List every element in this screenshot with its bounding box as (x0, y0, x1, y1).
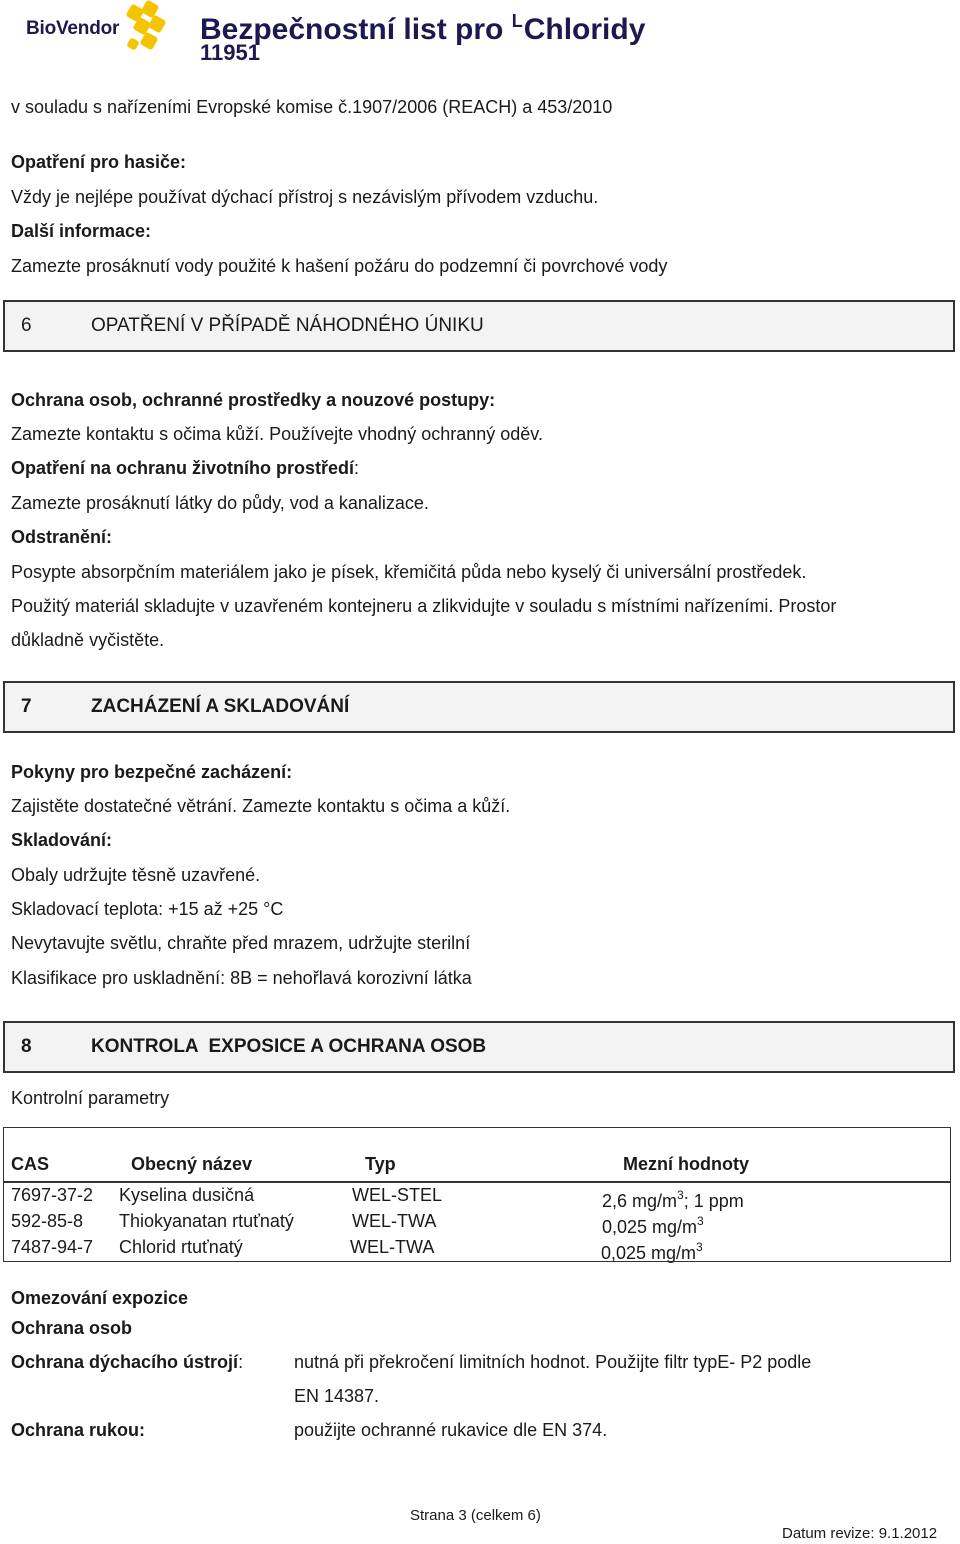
more-info-text: Zamezte prosáknutí vody použité k hašení požáru do podzemní či povrchové vody (11, 256, 668, 276)
respiratory-protection-label (11, 1351, 243, 1373)
environment-heading (11, 457, 359, 479)
environment-heading-colon: : (354, 458, 360, 478)
biovendor-logo (22, 0, 172, 58)
limit-value: 0,025 mg/m (602, 1217, 698, 1237)
product-number: 11951 (200, 40, 260, 65)
table-cell-cas: 7697-37-2 (11, 1185, 94, 1205)
table-cell-name: Chlorid rtuťnatý (119, 1237, 243, 1257)
storage-text-line-1: Obaly udržujte těsně uzavřené. (11, 865, 261, 885)
limit-exponent: 3 (677, 1188, 684, 1202)
limit-value: 0,025 mg/m (601, 1243, 697, 1263)
table-cell-limit (602, 1210, 704, 1238)
removal-text-line-3: důkladně vyčistěte. (11, 630, 165, 650)
table-cell-name: Kyselina dusičná (119, 1185, 255, 1205)
section-8-header (3, 1021, 955, 1073)
control-parameters-label: Kontrolní parametry (11, 1088, 170, 1108)
environment-text: Zamezte prosáknutí látky do půdy, vod a kanalizace. (11, 493, 429, 513)
table-cell-limit (601, 1236, 703, 1264)
hand-protection-text: použijte ochranné rukavice dle EN 374. (294, 1420, 608, 1440)
revision-date: Datum revize: 9.1.2012 (782, 1525, 938, 1542)
removal-heading: Odstranění: (11, 527, 113, 547)
title-text: Bezpečnostní list pro (200, 13, 504, 46)
logo-text: BioVendor (26, 18, 120, 39)
page-number: Strana 3 (celkem 6) (410, 1507, 541, 1524)
document-title (200, 4, 645, 47)
personal-protection-heading: Ochrana osob, ochranné prostředky a nouzové postupy: (11, 390, 496, 410)
storage-classification: Klasifikace pro uskladnění: 8B = nehořlavá korozivní látka (11, 968, 472, 988)
table-cell-cas: 592-85-8 (11, 1211, 84, 1231)
removal-text-line-2: Použitý materiál skladujte v uzavřeném kontejneru a zlikvidujte v souladu s místními nařízeními. Prostor (11, 596, 837, 616)
title-product: Chloridy (523, 13, 646, 46)
table-header-cas: CAS (11, 1154, 50, 1174)
hand-protection-label: Ochrana rukou: (11, 1420, 146, 1440)
table-header-limits: Mezní hodnoty (623, 1154, 749, 1174)
limit-value: 2,6 mg/m (602, 1191, 678, 1211)
regulation-text: v souladu s nařízeními Evropské komise č.1907/2006 (REACH) a 453/2010 (11, 97, 613, 117)
table-cell-type: WEL-TWA (352, 1211, 437, 1231)
storage-temperature: Skladovací teplota: +15 až +25 °C (11, 899, 284, 919)
respiratory-protection-text-line-1: nutná při překročení limitních hodnot. Použijte filtr typE- P2 podle (294, 1352, 812, 1372)
table-header-type: Typ (365, 1154, 396, 1174)
respiratory-protection-text-line-2: EN 14387. (294, 1386, 380, 1406)
table-cell-limit (602, 1184, 744, 1212)
table-cell-cas: 7487-94-7 (11, 1237, 94, 1257)
firefighters-heading: Opatření pro hasiče: (11, 152, 187, 172)
environment-heading-label: Opatření na ochranu životního prostředí (11, 458, 355, 478)
table-header-name: Obecný název (131, 1154, 253, 1174)
limit-exponent: 3 (697, 1214, 704, 1228)
logo-hexagon-icon (126, 37, 140, 51)
table-cell-name: Thiokyanatan rtuťnatý (119, 1211, 294, 1231)
limit-exponent: 3 (696, 1240, 703, 1254)
section-number: 6 (21, 315, 32, 336)
respiratory-label-colon: : (238, 1352, 244, 1372)
limit-suffix: ; 1 ppm (683, 1191, 744, 1211)
handling-heading: Pokyny pro bezpečné zacházení: (11, 762, 293, 782)
storage-text-line-3: Nevytavujte světlu, chraňte před mrazem, udržujte sterilní (11, 933, 471, 953)
section-title: ZACHÁZENÍ A SKLADOVÁNÍ (91, 696, 350, 717)
section-title: KONTROLA EXPOSICE A OCHRANA OSOB (91, 1036, 487, 1057)
section-number: 7 (21, 696, 32, 717)
section-number: 8 (21, 1036, 32, 1057)
section-title: OPATŘENÍ V PŘÍPADĚ NÁHODNÉHO ÚNIKU (91, 315, 484, 336)
storage-heading: Skladování: (11, 830, 113, 850)
personal-protection-heading: Ochrana osob (11, 1318, 133, 1338)
table-header-divider (3, 1181, 951, 1183)
more-info-heading: Další informace: (11, 221, 152, 241)
handling-text: Zajistěte dostatečné větrání. Zamezte kontaktu s očima a kůží. (11, 796, 511, 816)
personal-protection-text: Zamezte kontaktu s očima kůží. Používejte vhodný ochranný oděv. (11, 424, 543, 444)
removal-text-line-1: Posypte absorpčním materiálem jako je písek, křemičitá půda nebo kyselý či universální prostředek. (11, 562, 807, 582)
section-7-header (3, 681, 955, 733)
table-cell-type: WEL-STEL (352, 1185, 443, 1205)
table-cell-type: WEL-TWA (350, 1237, 435, 1257)
firefighters-text: Vždy je nejlépe používat dýchací přístroj s nezávislým přívodem vzduchu. (11, 187, 599, 207)
exposure-controls-heading: Omezování expozice (11, 1288, 189, 1308)
title-superscript: L (511, 11, 523, 31)
section-6-header (3, 300, 955, 352)
respiratory-label-text: Ochrana dýchacího ústrojí (11, 1352, 239, 1372)
